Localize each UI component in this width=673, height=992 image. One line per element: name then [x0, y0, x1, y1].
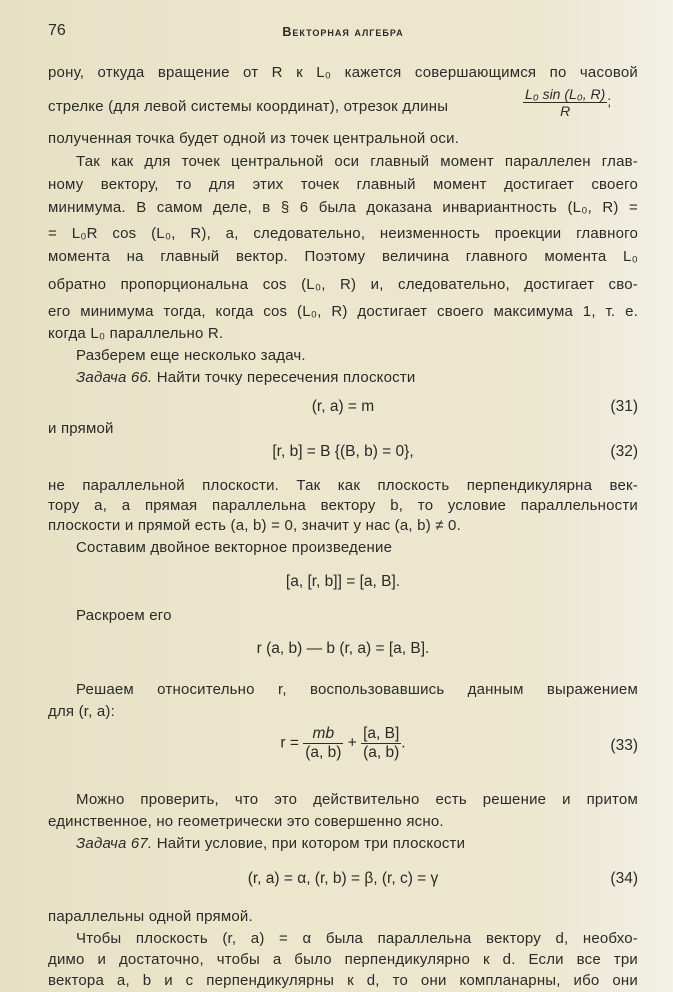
text-line: Чтобы плоскость (r, a) = α была параллельна вектору d, необхо-	[76, 930, 638, 947]
text-line: параллельны одной прямой.	[48, 908, 253, 925]
text-line: Так как для точек центральной оси главный момент параллелен глав-	[76, 153, 638, 170]
text-line: Раскроем его	[76, 607, 172, 624]
problem-66-line: Задача 66. Найти точку пересечения плоскости	[76, 369, 416, 386]
text-line: для (r, a):	[48, 703, 115, 720]
page-number: 76	[48, 22, 66, 39]
text-line: не параллельной плоскости. Так как плоскость перпендикулярна век-	[48, 477, 638, 494]
text-line: тору a, а прямая параллельна вектору b, то условие параллельности	[48, 497, 638, 514]
text-line: Решаем относительно r, воспользовавшись данным выражением	[76, 681, 638, 698]
problem-label: Задача 67.	[76, 835, 153, 852]
text-line: димо и достаточно, чтобы a было перпендикулярно к d. Если все три	[48, 951, 638, 968]
text-span: стрелке (для левой системы координат), отрезок длины	[48, 98, 449, 115]
text-line: обратно пропорциональна cos (L₀, R) и, следовательно, достигает сво-	[48, 276, 638, 293]
text-line: рону, откуда вращение от R к L₀ кажется совершающимся по часовой	[48, 64, 638, 81]
text-line: единственное, но геометрически это совершенно ясно.	[48, 813, 444, 830]
text-line: плоскости и прямой есть (a, b) = 0, значит у нас (a, b) ≠ 0.	[48, 517, 461, 534]
text-line: ному вектору, то для этих точек главный момент достигает своего	[48, 176, 638, 193]
text-line: вектора a, b и c перпендикулярны к d, то они компланарны, ибо они	[48, 972, 638, 989]
running-header	[48, 22, 638, 42]
text-line: Разберем еще несколько задач.	[76, 347, 306, 364]
equation-33: r = $\frac{mb}{(a, b)}$ + $\frac{[a, B]}{(a, b)}$ . (33)	[280, 725, 638, 761]
text-line: Составим двойное векторное произведение	[76, 539, 393, 556]
problem-label: Задача 66.	[76, 369, 153, 386]
text-line: его минимума тогда, когда cos (L₀, R) достигает своего максимума 1, т. е.	[48, 303, 638, 320]
inline-fraction: $\frac{\text{L₀ sin (L₀, R)}}{R}$ ;	[525, 86, 612, 119]
text-line: и прямой	[48, 420, 114, 437]
text-line: минимума. В самом деле, в § 6 была доказана инвариантность (L₀, R) =	[48, 199, 638, 216]
running-title: Векторная алгебра	[282, 25, 404, 39]
text-line: когда L₀ параллельно R.	[48, 325, 224, 342]
problem-67-line: Задача 67. Найти условие, при котором три плоскости	[76, 835, 466, 852]
text-line: = L₀R cos (L₀, R), а, следовательно, неизменность проекции главного	[48, 225, 638, 242]
text-line: момента на главный вектор. Поэтому величина главного момента L₀	[48, 248, 638, 265]
text-line: Можно проверить, что это действительно есть решение и притом	[76, 791, 638, 808]
text-line	[48, 98, 518, 115]
text-line: полученная точка будет одной из точек центральной оси.	[48, 130, 460, 147]
